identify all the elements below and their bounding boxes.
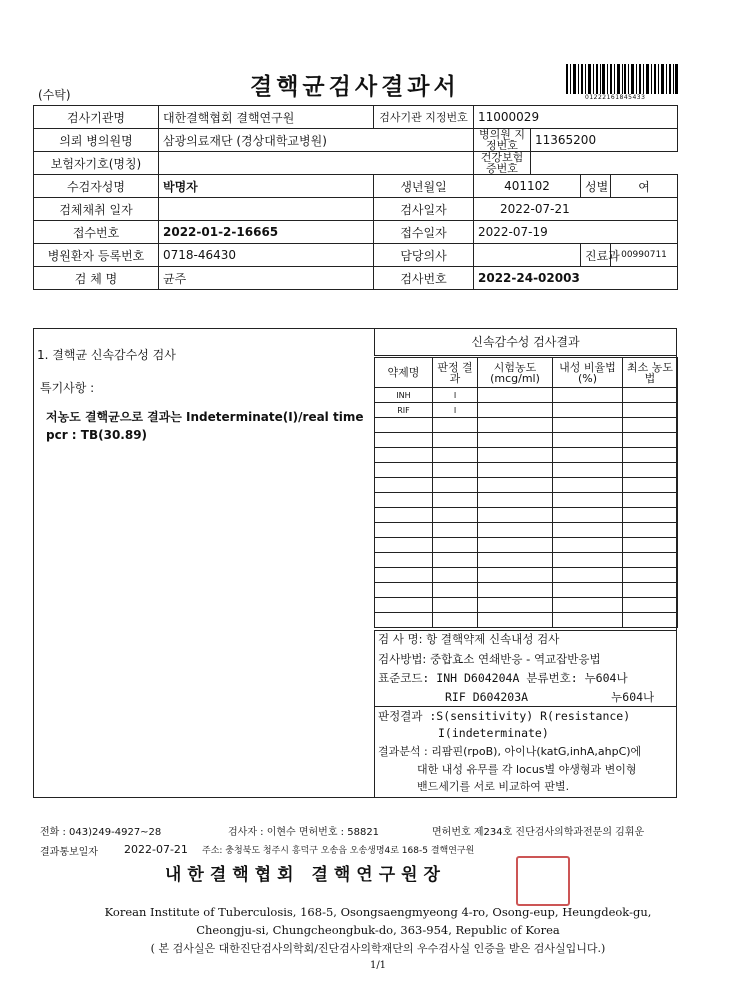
cell-mic [623, 448, 678, 463]
cell-drug [375, 583, 433, 598]
certification: ( 본 검사실은 대한진단검사의학회/진단검사의학재단의 우수검사실 인증을 받은 검사실입니다.) [150, 942, 606, 955]
cell-result [433, 538, 478, 553]
cell-mic [623, 478, 678, 493]
exam-method: 검사방법: 중합효소 연쇄반응 - 역교잡반응법 [378, 652, 601, 666]
table-row [375, 568, 678, 583]
col-result: 판정 결과 [433, 358, 478, 388]
agency-value: 대한결핵협회 결핵연구원 [159, 106, 374, 129]
barcode [566, 64, 678, 94]
table-row [375, 448, 678, 463]
table-row [375, 478, 678, 493]
insured-label: 보험자기호(명칭) [34, 152, 159, 175]
health-cert-value [531, 152, 678, 175]
cell-result [433, 493, 478, 508]
table-row [375, 388, 678, 403]
table-row [375, 583, 678, 598]
table-row [375, 418, 678, 433]
patient-info-table [33, 105, 678, 290]
cell-conc [478, 388, 553, 403]
cell-mic [623, 388, 678, 403]
cell-result [433, 478, 478, 493]
cell-drug [375, 493, 433, 508]
table-row [375, 553, 678, 568]
cell-conc [478, 448, 553, 463]
dept-label: 진료과 [581, 244, 611, 267]
analysis-line-3: 밴드세기를 서로 비교하여 판별. [417, 780, 570, 793]
cell-conc [478, 523, 553, 538]
license: 면허번호 제234호 진단검사의학과전문의 김휘운 [432, 827, 645, 838]
phone: 전화 : 043)249-4927~28 [40, 827, 162, 838]
doctor-label: 담당의사 [374, 244, 474, 267]
cell-mic [623, 493, 678, 508]
analysis-line-2: 대한 내성 유무를 각 locus별 야생형과 변이형 [417, 763, 637, 776]
test-date-value: 2022-07-21 [474, 198, 678, 221]
reception-date-label: 접수일자 [374, 221, 474, 244]
cell-drug [375, 523, 433, 538]
cell-drug [375, 613, 433, 628]
insured-value [159, 152, 474, 175]
document-title: 결핵균검사결과서 [250, 74, 460, 100]
cell-ratio [553, 568, 623, 583]
cell-mic [623, 538, 678, 553]
judge-line-1: 판정결과 :S(sensitivity) R(resistance) [378, 709, 631, 723]
cell-result [433, 418, 478, 433]
organization-name: 내한결핵협회 결핵연구원장 [165, 865, 446, 885]
official-seal [516, 856, 570, 906]
table-row [375, 493, 678, 508]
table-row [375, 613, 678, 628]
agency-code-label: 검사기관 지정번호 [374, 106, 474, 129]
results-heading: 신속감수성 검사결과 [374, 328, 677, 356]
cell-mic [623, 508, 678, 523]
cell-ratio [553, 403, 623, 418]
table-row [375, 508, 678, 523]
cell-ratio [553, 508, 623, 523]
exam-name: 검 사 명: 항 결핵약제 신속내성 검사 [378, 632, 560, 646]
cell-result: I [433, 388, 478, 403]
cell-mic [623, 433, 678, 448]
cell-mic [623, 613, 678, 628]
cell-result [433, 553, 478, 568]
col-conc: 시험농도 (mcg/ml) [478, 358, 553, 388]
page-number: 1/1 [369, 960, 387, 971]
judge-line-2: I(indeterminate) [438, 726, 549, 740]
cell-drug: RIF [375, 403, 433, 418]
cell-mic [623, 583, 678, 598]
agency-code-value: 11000029 [474, 106, 678, 129]
cell-result [433, 583, 478, 598]
cell-ratio [553, 478, 623, 493]
cell-conc [478, 568, 553, 583]
cell-drug [375, 568, 433, 583]
collect-value [159, 198, 374, 221]
test-name: 1. 결핵균 신속감수성 검사 [37, 348, 176, 362]
cell-result [433, 463, 478, 478]
code-line-2: RIF D604203A 누604나 [445, 690, 655, 704]
cell-ratio [553, 418, 623, 433]
cell-ratio [553, 598, 623, 613]
reception-date-value: 2022-07-19 [474, 221, 678, 244]
english-address-1: Korean Institute of Tuberculosis, 168-5, Osongsaengmyeong 4-ro, Osong-eup, Heungdeok-gu, [104, 905, 652, 919]
cell-conc [478, 478, 553, 493]
test-date-label: 검사일자 [374, 198, 474, 221]
code-line: 표준코드: INH D604204A 분류번호: 누604나 [378, 671, 628, 685]
col-ratio: 내성 비율법(%) [553, 358, 623, 388]
cell-drug [375, 463, 433, 478]
patient-label: 수검자성명 [34, 175, 159, 198]
cell-ratio [553, 553, 623, 568]
cell-drug [375, 538, 433, 553]
collect-label: 검체채취 일자 [34, 198, 159, 221]
cell-drug [375, 418, 433, 433]
specimen-label: 검 체 명 [34, 267, 159, 290]
cell-ratio [553, 448, 623, 463]
cell-conc [478, 613, 553, 628]
hospital-value: 삼광의료재단 (경상대학교병원) [159, 129, 474, 152]
cell-result [433, 523, 478, 538]
cell-ratio [553, 433, 623, 448]
cell-mic [623, 523, 678, 538]
cell-mic [623, 463, 678, 478]
cell-conc [478, 598, 553, 613]
cell-result: I [433, 403, 478, 418]
address: 주소: 충청북도 청주시 흥덕구 오송읍 오송생명4로 168-5 결핵연구원 [202, 846, 475, 856]
cell-drug [375, 508, 433, 523]
test-no-value: 2022-24-02003 [474, 267, 678, 290]
hospital-code-value: 11365200 [531, 129, 678, 152]
cell-ratio [553, 493, 623, 508]
cell-conc [478, 538, 553, 553]
cell-conc [478, 403, 553, 418]
agency-label: 검사기관명 [34, 106, 159, 129]
hospital-code-label: 병의원 지정번호 [474, 129, 531, 152]
notify-date: 2022-07-21 [124, 843, 188, 856]
cell-drug [375, 433, 433, 448]
cell-mic [623, 418, 678, 433]
cell-result [433, 568, 478, 583]
test-no-label: 검사번호 [374, 267, 474, 290]
reception-no-value: 2022-01-2-16665 [159, 221, 374, 244]
susceptibility-table [374, 357, 678, 628]
table-row [375, 538, 678, 553]
english-address-2: Cheongju-si, Chungcheongbuk-do, 363-954, Republic of Korea [196, 923, 560, 937]
analysis-line-1: 결과분석 : 리팜핀(rpoB), 아이나(katG,inhA,ahpC)에 [378, 745, 642, 758]
specimen-value: 균주 [159, 267, 374, 290]
cell-result [433, 613, 478, 628]
hospital-label: 의뢰 병의원명 [34, 129, 159, 152]
health-cert-label: 건강보험 증번호 [474, 152, 531, 175]
col-mic: 최소 농도법 [623, 358, 678, 388]
cell-drug [375, 553, 433, 568]
remarks-text: 저농도 결핵균으로 결과는 Indeterminate(I)/real time pcr : TB(30.89) [46, 410, 364, 442]
hospital-patient-value: 0718-46430 [159, 244, 374, 267]
patient-value: 박명자 [159, 175, 374, 198]
table-row [375, 523, 678, 538]
cell-ratio [553, 463, 623, 478]
sex-value: 여 [611, 175, 678, 198]
cell-ratio [553, 613, 623, 628]
cell-mic [623, 553, 678, 568]
doctor-value [474, 244, 581, 267]
cell-mic [623, 568, 678, 583]
cell-result [433, 508, 478, 523]
cell-ratio [553, 388, 623, 403]
table-row [375, 433, 678, 448]
cell-conc [478, 508, 553, 523]
reception-no-label: 접수번호 [34, 221, 159, 244]
birth-value: 401102 [474, 175, 581, 198]
cell-conc [478, 433, 553, 448]
cell-result [433, 433, 478, 448]
cell-drug [375, 478, 433, 493]
hospital-patient-label: 병원환자 등록번호 [34, 244, 159, 267]
cell-drug [375, 598, 433, 613]
cell-result [433, 448, 478, 463]
birth-label: 생년월일 [374, 175, 474, 198]
table-row [375, 403, 678, 418]
notify-label: 결과통보일자 [40, 847, 98, 858]
cell-ratio [553, 538, 623, 553]
cell-mic [623, 598, 678, 613]
cell-result [433, 598, 478, 613]
dept-value: 00990711 [611, 244, 678, 267]
table-row [375, 463, 678, 478]
cell-conc [478, 418, 553, 433]
barcode-number: 01222161845433 [585, 94, 646, 101]
cell-conc [478, 583, 553, 598]
cell-conc [478, 493, 553, 508]
receipt-mark: (수탁) [38, 88, 71, 102]
sex-label: 성별 [581, 175, 611, 198]
remarks-label: 특기사항 : [40, 381, 95, 395]
cell-mic [623, 403, 678, 418]
cell-drug: INH [375, 388, 433, 403]
cell-drug [375, 448, 433, 463]
col-drug: 약제명 [375, 358, 433, 388]
cell-ratio [553, 523, 623, 538]
cell-conc [478, 463, 553, 478]
table-row [375, 598, 678, 613]
cell-ratio [553, 583, 623, 598]
method-divider [374, 706, 677, 707]
inspector: 검사자 : 이현수 면허번호 : 58821 [228, 827, 380, 838]
cell-conc [478, 553, 553, 568]
